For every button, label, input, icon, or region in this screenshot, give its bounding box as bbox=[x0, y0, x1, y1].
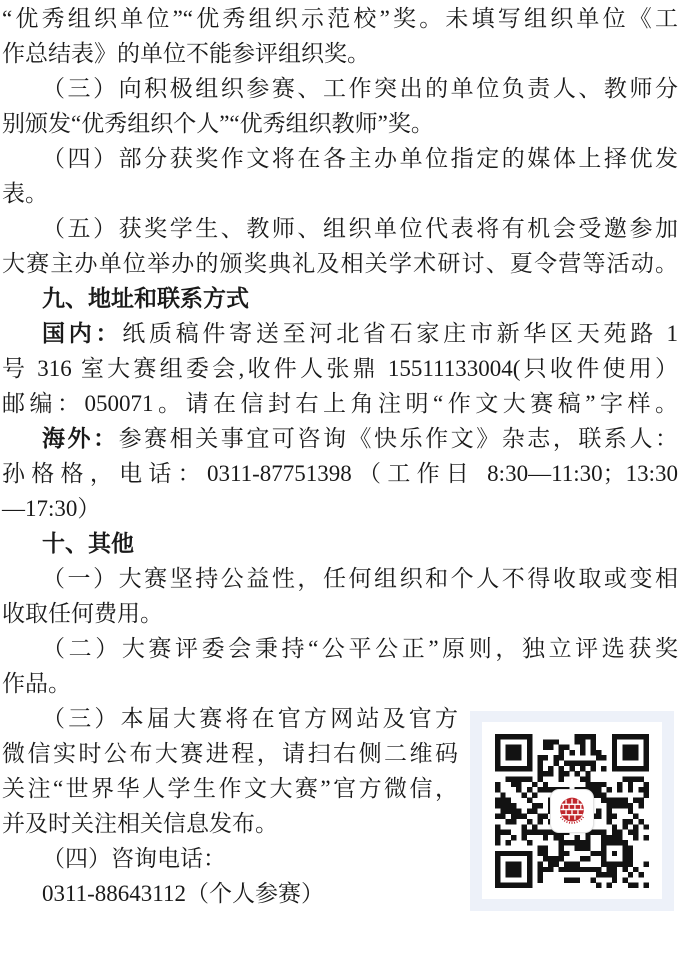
text-line: 别颁发“优秀组织个人”“优秀组织教师”奖。 bbox=[2, 111, 434, 136]
text-line: （二）大赛评委会秉持“公平公正”原则，独立评选获奖 bbox=[42, 636, 678, 661]
text-line: 海外：参赛相关事宜可咨询《快乐作文》杂志，联系人： bbox=[42, 425, 678, 451]
document-text-top bbox=[2, 1, 678, 701]
text-line: 号 316 室大赛组委会,收件人张鼎 15511133004(只收件使用） bbox=[2, 356, 678, 381]
bold-label: 九、地址和联系方式 bbox=[42, 285, 249, 311]
text-line: 微信实时公布大赛进程，请扫右侧二维码 bbox=[2, 741, 458, 766]
text-line: 孙格格，电话：0311-87751398（工作日 8:30—11:30；13:30 bbox=[2, 461, 678, 486]
text-line: （四）部分获奖作文将在各主办单位指定的媒体上择优发 bbox=[42, 146, 678, 171]
text-line: （三）向积极组织参赛、工作突出的单位负责人、教师分 bbox=[42, 76, 678, 101]
wechat-qr-code bbox=[482, 722, 662, 899]
text-line: （一）大赛坚持公益性，任何组织和个人不得收取或变相 bbox=[42, 566, 678, 591]
text-line: 0311-88643112（个人参赛） bbox=[42, 881, 324, 906]
text-line: 作总结表》的单位不能参评组织奖。 bbox=[2, 41, 370, 66]
text-line: 邮编：050071。请在信封右上角注明“作文大赛稿”字样。 bbox=[2, 391, 678, 416]
bold-label: 国内： bbox=[42, 320, 123, 346]
text-line: 作品。 bbox=[2, 671, 71, 696]
text-line: （四）咨询电话： bbox=[42, 846, 226, 871]
text-line: “优秀组织单位”“优秀组织示范校”奖。未填写组织单位《工 bbox=[2, 6, 678, 31]
bold-label: 海外： bbox=[42, 425, 119, 451]
text-line: —17:30） bbox=[2, 496, 101, 521]
globe-logo-icon bbox=[555, 794, 589, 828]
text-line: 关注“世界华人学生作文大赛”官方微信， bbox=[2, 776, 458, 801]
text-line: （三）本届大赛将在官方网站及官方 bbox=[42, 706, 458, 731]
text-line: 大赛主办单位举办的颁奖典礼及相关学术研讨、夏令营等活动。 bbox=[2, 251, 678, 276]
qr-panel bbox=[470, 711, 674, 911]
qr-center-logo bbox=[550, 789, 594, 833]
text-line: 收取任何费用。 bbox=[2, 601, 163, 626]
text-line: 表。 bbox=[2, 181, 48, 206]
document-bottom-zone bbox=[2, 701, 678, 911]
text-line: 并及时关注相关信息发布。 bbox=[2, 811, 278, 836]
bold-label: 十、其他 bbox=[42, 530, 134, 556]
section-heading bbox=[2, 281, 678, 316]
text-line: 国内：纸质稿件寄送至河北省石家庄市新华区天苑路 1 bbox=[42, 320, 678, 346]
section-heading bbox=[2, 526, 678, 561]
text-line: （五）获奖学生、教师、组织单位代表将有机会受邀参加 bbox=[42, 216, 678, 241]
